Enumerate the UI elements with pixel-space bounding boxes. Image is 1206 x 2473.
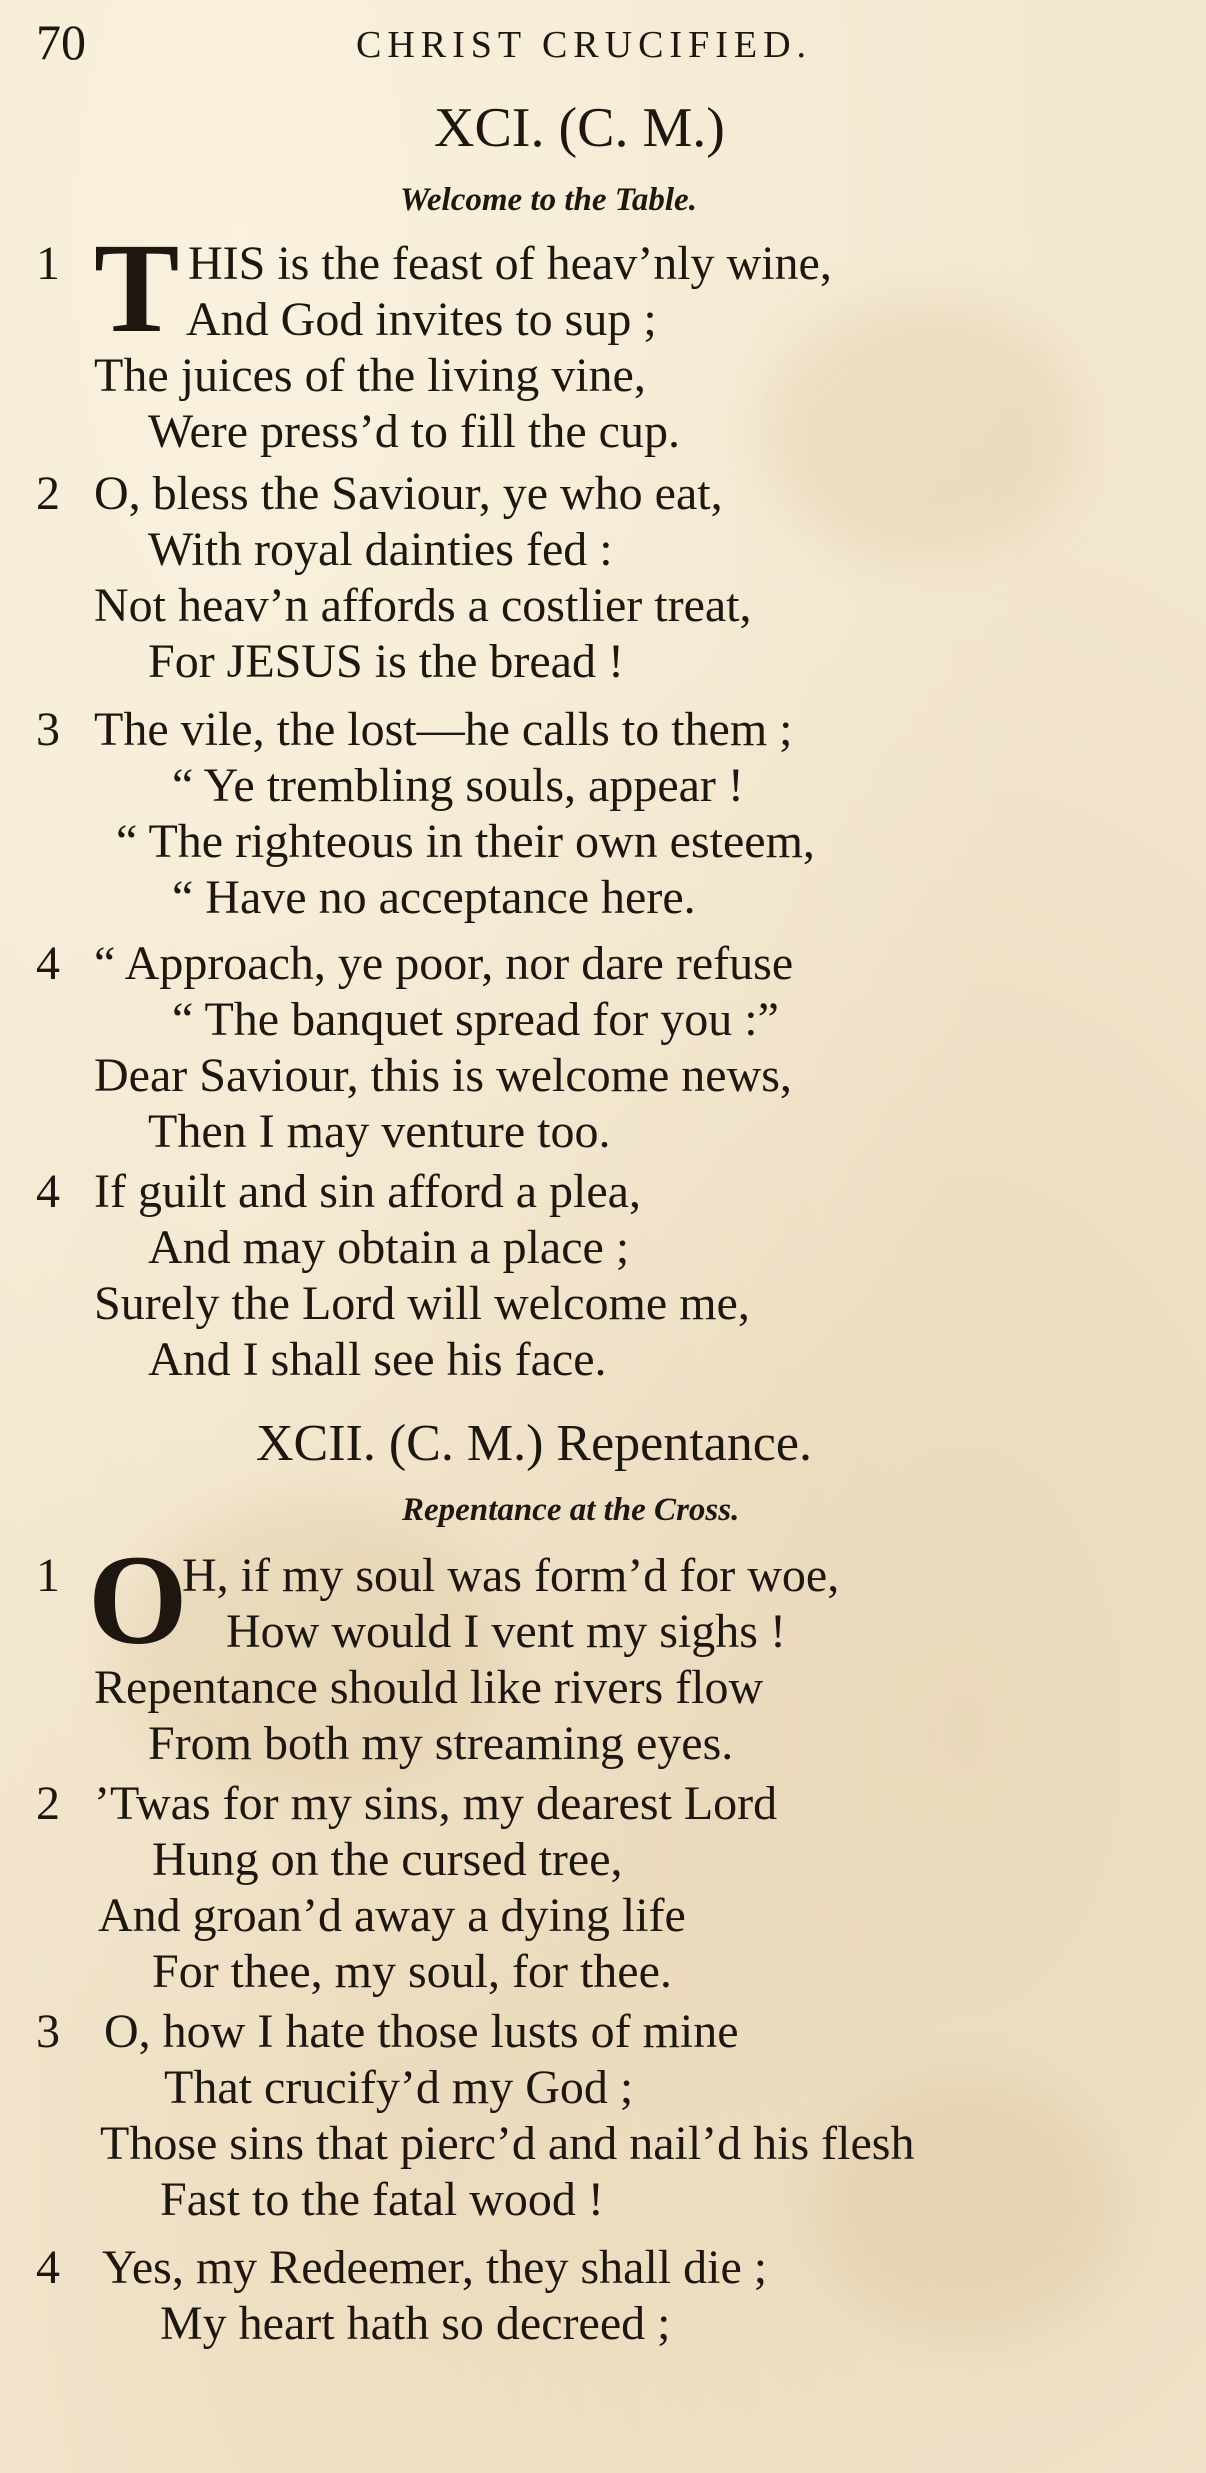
verse-line: Not heav’n affords a costlier treat, (94, 579, 752, 632)
stanza-number: 2 (36, 467, 60, 520)
verse-line: The juices of the living vine, (94, 349, 646, 402)
verse-line: With royal dainties fed : (148, 523, 613, 576)
verse-line: Those sins that pierc’d and nail’d his flesh (100, 2117, 915, 2170)
verse-line: O, how I hate those lusts of mine (104, 2005, 739, 2058)
page-number: 70 (36, 14, 86, 70)
verse-line: Yes, my Redeemer, they shall die ; (102, 2241, 768, 2294)
verse-line: O, bless the Saviour, ye who eat, (94, 467, 723, 520)
verse-line: For JESUS is the bread ! (148, 635, 624, 688)
stanza (36, 1776, 1196, 2000)
verse-line: The vile, the lost—he calls to them ; (94, 703, 793, 756)
hymn-title: XCII. (C. M.) Repentance. (256, 1415, 812, 1472)
stanza-number: 1 (36, 237, 60, 290)
verse-line: And I shall see his face. (148, 1333, 607, 1386)
verse-line: That crucify’d my God ; (164, 2061, 634, 2114)
stanza-number: 1 (36, 1549, 60, 1602)
verse-line: “ The banquet spread for you :” (172, 993, 779, 1046)
drop-cap: T (94, 217, 180, 359)
verse-line: Then I may venture too. (148, 1105, 611, 1158)
verse-line: ’Twas for my sins, my dearest Lord (94, 1777, 778, 1830)
stanza-number: 4 (36, 1165, 60, 1218)
verse-line: How would I vent my sighs ! (226, 1605, 786, 1658)
verse-line: And may obtain a place ; (148, 1221, 630, 1274)
stanza (36, 1164, 1196, 1388)
verse-line: If guilt and sin afford a plea, (94, 1165, 641, 1218)
verse-line: “ The righteous in their own esteem, (116, 815, 815, 868)
stanza-number: 4 (36, 2241, 60, 2294)
stanza (36, 936, 1196, 1160)
verse-line: Dear Saviour, this is welcome news, (94, 1049, 792, 1102)
stanza (36, 466, 1196, 690)
verse-line: Surely the Lord will welcome me, (94, 1277, 750, 1330)
running-head (36, 14, 1176, 70)
verse-line: HIS is the feast of heav’nly wine, (188, 237, 832, 290)
verse-line: And God invites to sup ; (186, 293, 657, 346)
stanza-number: 2 (36, 1777, 60, 1830)
verse-line: H, if my soul was form’d for woe, (182, 1549, 840, 1602)
verse-line: Were press’d to fill the cup. (148, 405, 680, 458)
stanza (36, 1529, 1196, 1772)
verse-line: “ Have no acceptance here. (172, 871, 696, 924)
stanza-number: 4 (36, 937, 60, 990)
stanza-number: 3 (36, 703, 60, 756)
running-title: CHRIST CRUCIFIED. (356, 24, 813, 66)
verse-line: Hung on the cursed tree, (152, 1833, 623, 1886)
verse-line: My heart hath so decreed ; (160, 2297, 671, 2350)
verse-line: Fast to the fatal wood ! (160, 2173, 604, 2226)
stanza (36, 2240, 1196, 2360)
hymn-title: XCI. (C. M.) (434, 97, 725, 159)
verse-line: “ Approach, ye poor, nor dare refuse (94, 937, 794, 990)
verse-line: Repentance should like rivers flow (94, 1661, 764, 1714)
drop-cap: O (88, 1529, 188, 1671)
stanza-number: 3 (36, 2005, 60, 2058)
verse-line: From both my streaming eyes. (148, 1717, 734, 1770)
verse-line: For thee, my soul, for thee. (152, 1945, 672, 1998)
stanza (36, 217, 1196, 460)
verse-line: And groan’d away a dying life (98, 1889, 686, 1942)
hymn-subtitle: Repentance at the Cross. (402, 1492, 740, 1528)
stanza (36, 702, 1196, 926)
stanza (36, 2004, 1196, 2228)
verse-line: “ Ye trembling souls, appear ! (172, 759, 744, 812)
hymn-subtitle: Welcome to the Table. (400, 182, 697, 218)
